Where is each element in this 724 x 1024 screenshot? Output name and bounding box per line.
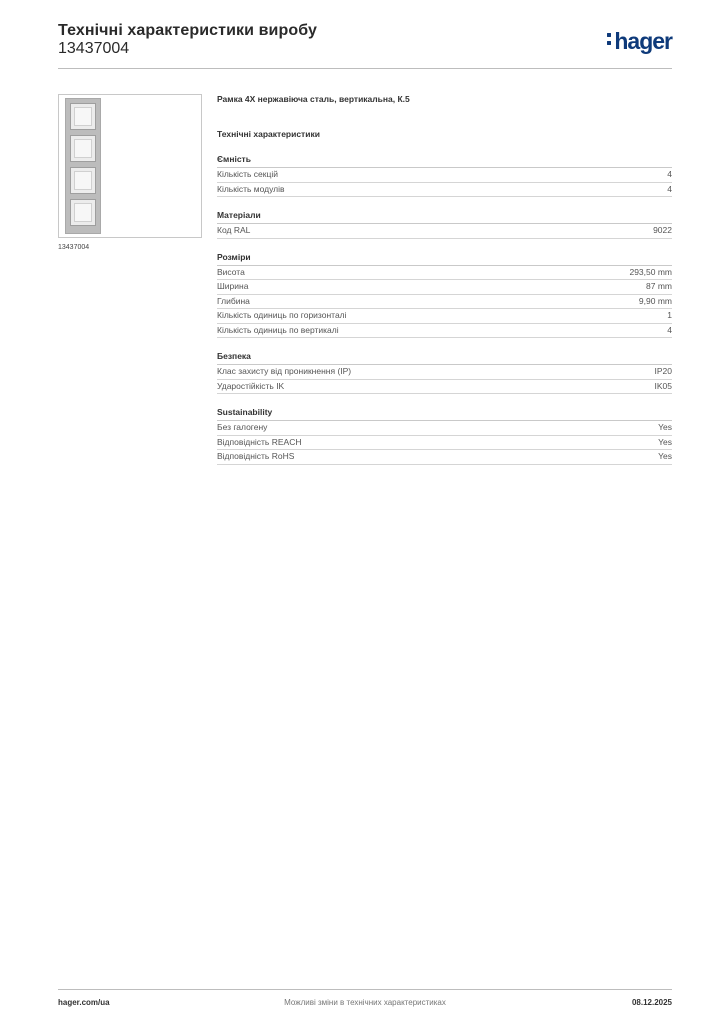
spec-label: Висота — [217, 266, 245, 277]
spec-label: Ударостійкість IK — [217, 380, 285, 391]
spec-row — [217, 224, 672, 239]
footer-website-link[interactable]: hager.com/ua — [58, 998, 110, 1007]
spec-row — [217, 280, 672, 295]
spec-value: 9022 — [653, 225, 672, 235]
frame-section — [70, 199, 96, 226]
footer-divider — [58, 989, 672, 990]
logo-text: hager — [614, 28, 672, 54]
spec-label: Кількість одиниць по горизонталі — [217, 310, 347, 320]
spec-label: Без галогену — [217, 422, 268, 432]
header-divider — [58, 68, 672, 69]
page-header — [58, 20, 672, 70]
group-title: Ємність — [217, 154, 672, 168]
product-image — [58, 94, 202, 238]
spec-row — [217, 365, 672, 380]
spec-label: Ширина — [217, 281, 249, 291]
image-caption: 13437004 — [58, 244, 90, 251]
spec-value: 293,50 mm — [629, 266, 672, 277]
product-code: 13437004 — [58, 40, 130, 57]
spec-row — [217, 380, 672, 395]
frame-section — [70, 135, 96, 162]
group-title: Безпека — [217, 351, 672, 365]
spec-label: Кількість модулів — [217, 183, 285, 194]
hager-logo — [614, 28, 672, 55]
spec-label: Клас захисту від проникнення (IP) — [217, 366, 352, 376]
spec-row — [217, 309, 672, 324]
spec-label: Кількість одиниць по вертикалі — [217, 324, 339, 335]
specs-content — [217, 94, 672, 465]
spec-value: 87 mm — [646, 281, 672, 291]
spec-row — [217, 436, 672, 451]
spec-row — [217, 266, 672, 281]
spec-row — [217, 324, 672, 339]
page-title: Технічні характеристики виробу — [58, 22, 317, 39]
spec-group-sustainability — [217, 407, 672, 465]
group-title: Розміри — [217, 252, 672, 266]
frame-section — [70, 103, 96, 130]
footer-notice: Можливі зміни в технічних характеристиках — [284, 998, 446, 1007]
spec-row — [217, 421, 672, 436]
spec-row — [217, 450, 672, 465]
spec-value: IK05 — [654, 380, 672, 391]
spec-value: 4 — [667, 183, 672, 194]
spec-group-dimensions — [217, 252, 672, 339]
spec-value: Yes — [658, 422, 672, 432]
spec-row — [217, 183, 672, 198]
spec-label: Код RAL — [217, 225, 251, 235]
group-title: Матеріали — [217, 210, 672, 224]
spec-label: Відповідність RoHS — [217, 451, 295, 461]
logo-colon-icon — [607, 33, 611, 49]
specs-heading: Технічні характеристики — [217, 129, 320, 139]
spec-group-materials — [217, 210, 672, 239]
spec-value: 1 — [667, 310, 672, 320]
spec-value: 4 — [667, 324, 672, 335]
spec-label: Відповідність REACH — [217, 436, 302, 447]
spec-value: Yes — [658, 451, 672, 461]
frame-section — [70, 167, 96, 194]
spec-value: 4 — [667, 169, 672, 179]
product-name: Рамка 4X нержавіюча сталь, вертикальна, К.5 — [217, 94, 410, 104]
spec-group-safety — [217, 351, 672, 394]
spec-row — [217, 168, 672, 183]
spec-value: 9,90 mm — [638, 295, 672, 306]
spec-label: Кількість секцій — [217, 169, 278, 179]
spec-value: Yes — [658, 436, 672, 447]
spec-group-capacity — [217, 154, 672, 197]
spec-row — [217, 295, 672, 310]
spec-label: Глибина — [217, 295, 250, 306]
footer-date: 08.12.2025 — [631, 998, 672, 1007]
group-title: Sustainability — [217, 407, 672, 421]
spec-value: IP20 — [654, 366, 672, 376]
frame-illustration — [65, 98, 101, 234]
